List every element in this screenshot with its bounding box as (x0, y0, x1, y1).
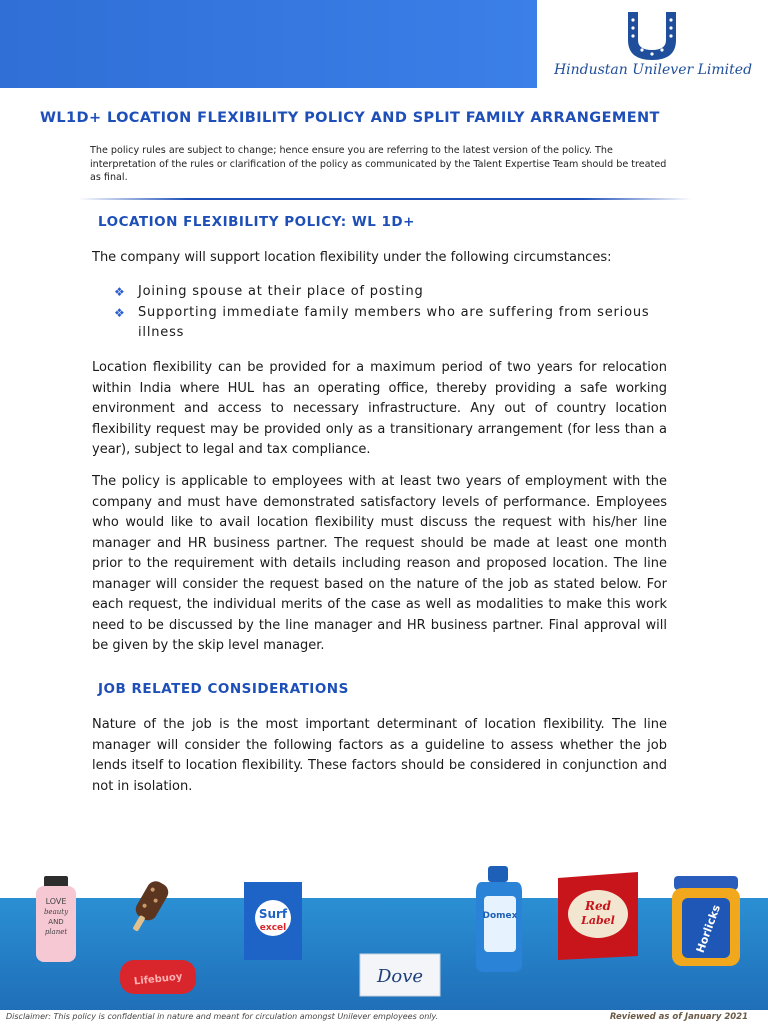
disclaimer-text: Disclaimer: This policy is confidential in nature and meant for circulation amongst Unilever employees only. (6, 1012, 439, 1021)
list-item: ❖ Joining spouse at their place of posting (114, 282, 674, 302)
section-lead: The company will support location flexibility under the following circumstances: (92, 250, 612, 265)
surf-excel-product (240, 878, 306, 964)
svg-text:Domex: Domex (482, 911, 518, 921)
svg-text:beauty: beauty (43, 908, 69, 916)
paragraph-job-nature: Nature of the job is the most important determinant of location flexibility. The line manager will consider the following factors as a guideline to assess whether the job lends itself to location flexibility. These factors should be considered in conjunction and not in isolation. (92, 717, 667, 794)
svg-text:Dove: Dove (376, 966, 424, 987)
section-heading-location-flexibility: LOCATION FLEXIBILITY POLICY: WL 1D+ (98, 214, 415, 230)
unilever-logo-icon (622, 8, 682, 64)
section-heading-job-considerations: JOB RELATED CONSIDERATIONS (98, 681, 349, 697)
lifebuoy-soap-product (118, 956, 198, 998)
svg-text:AND: AND (48, 918, 64, 926)
svg-text:Red: Red (585, 899, 611, 913)
red-label-product (548, 870, 648, 962)
ice-cream-product (124, 876, 174, 936)
divider (78, 198, 692, 200)
horlicks-product (668, 876, 744, 968)
policy-intro: The policy rules are subject to change; hence ensure you are referring to the latest version of the policy. The interpretation of the rules or clarification of the policy as communicated by the Talent Expertise Team should be treated as final. (90, 145, 667, 183)
svg-text:Lifebuoy: Lifebuoy (133, 971, 183, 988)
review-date: Reviewed as of January 2021 (609, 1012, 748, 1022)
dove-soap-product (358, 952, 442, 998)
circumstances-list (114, 282, 674, 344)
svg-text:Surf: Surf (258, 907, 288, 921)
company-name: Hindustan Unilever Limited (553, 62, 753, 78)
domex-product (474, 866, 526, 972)
svg-text:excel: excel (259, 923, 287, 933)
diamond-bullet-icon: ❖ (114, 285, 126, 299)
diamond-bullet-icon: ❖ (114, 306, 126, 320)
paragraph-duration: Location flexibility can be provided for a maximum period of two years for relocation within India where HUL has an operating office, thereby providing a safe working environment and access to necessary infrastructure. Any out of country location flexibility request may be provided only as a transitionary arrangement (for less than a year), subject to legal and tax compliance. (92, 360, 667, 457)
svg-text:Label: Label (581, 914, 615, 927)
header-band (0, 0, 537, 88)
svg-text:LOVE: LOVE (45, 897, 67, 906)
page-title: WL1D+ LOCATION FLEXIBILITY POLICY AND SPLIT FAMILY ARRANGEMENT (40, 110, 660, 126)
svg-text:planet: planet (44, 928, 68, 936)
list-item: ❖ Supporting immediate family members who are suffering from serious illness (114, 305, 650, 340)
paragraph-eligibility: The policy is applicable to employees with at least two years of employment with the company and must have demonstrated satisfactory levels of performance. Employees who would like to avail location flexibility must discuss the request with his/her line manager and HR business partner. The request should be made at least one month prior to the requirement with details including reason and proposed location. The line manager will consider the request based on the nature of the job as stated below. For each request, the individual merits of the case as well as modalities to make this work need to be discussed by the line manager and HR business partner. Final approval will be given by the skip level manager. (92, 474, 667, 653)
svg-text:Horlicks: Horlicks (693, 903, 724, 955)
love-beauty-planet-product (32, 876, 80, 962)
